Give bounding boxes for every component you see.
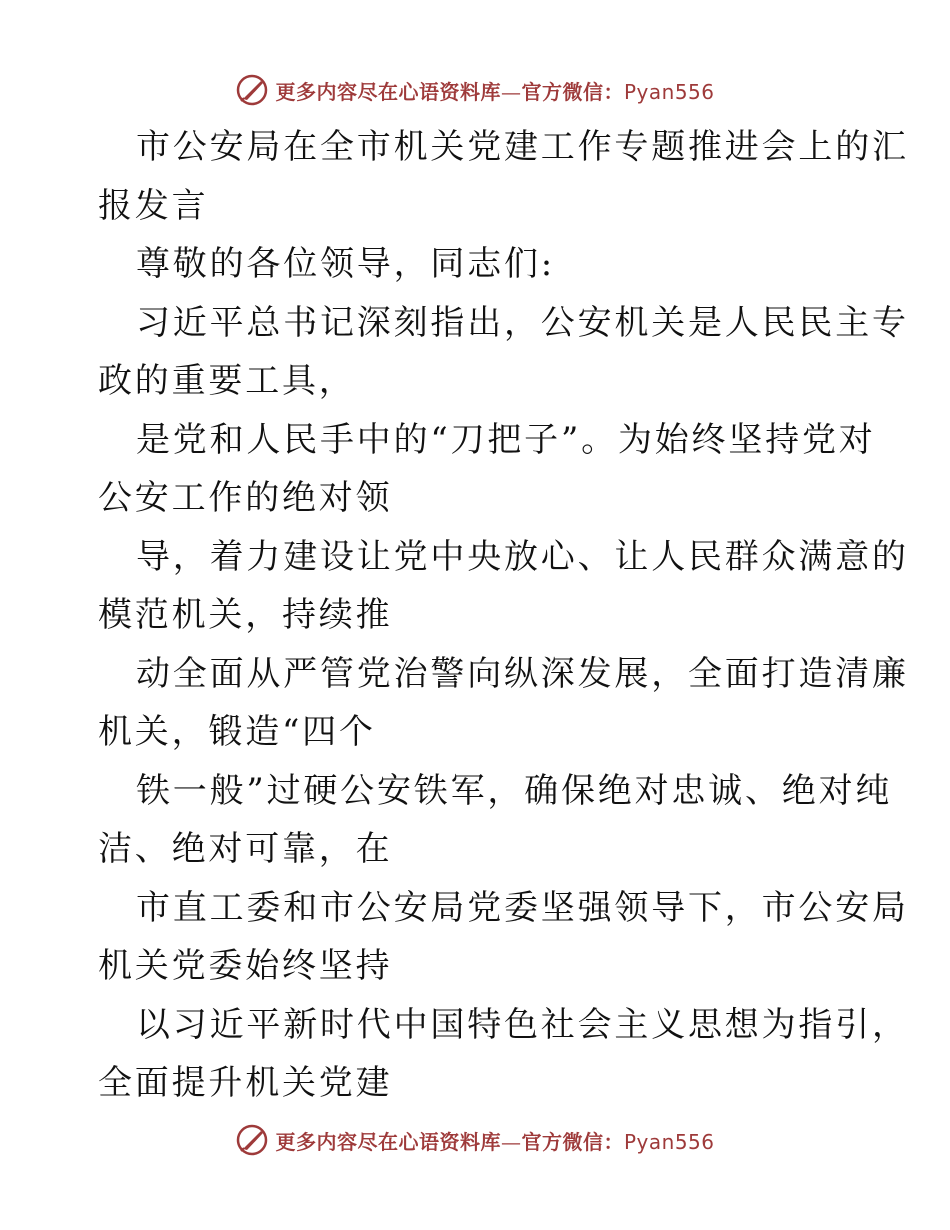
document-body	[98, 118, 909, 1113]
paragraph-line: 全面提升机关党建	[98, 1063, 393, 1103]
watermark-text: 更多内容尽在心语资料库	[275, 79, 501, 104]
paragraph-line: 机关党委始终坚持	[98, 946, 393, 986]
paragraph-line: 导，着力建设让党中央放心、让人民群众满意的	[136, 536, 909, 577]
header-watermark	[0, 70, 950, 110]
document-title-line: 报发言	[98, 185, 209, 226]
paragraph-line: 习近平总书记深刻指出，公安机关是人民民主专	[136, 302, 909, 343]
watermark-text: 更多内容尽在心语资料库	[275, 1129, 501, 1154]
watermark-separator: —	[500, 79, 522, 104]
document-title-line: 市公安局在全市机关党建工作专题推进会上的汇	[136, 127, 909, 167]
paragraph-line: 动全面从严管党治警向纵深发展，全面打造清廉	[136, 653, 909, 694]
paragraph-line: 机关，锻造“四个	[98, 712, 376, 752]
paragraph-line: 以习近平新时代中国特色社会主义思想为指引，	[136, 1004, 909, 1045]
footer-watermark	[0, 1120, 950, 1160]
watermark-wechat-id: Pyan556	[623, 1129, 715, 1154]
paragraph-line: 模范机关，持续推	[98, 595, 393, 635]
quill-pen-logo-icon	[235, 1123, 269, 1157]
quill-pen-logo-icon	[235, 73, 269, 107]
watermark-wechat-id: Pyan556	[623, 79, 715, 104]
paragraph-line: 公安工作的绝对领	[98, 478, 393, 518]
paragraph-line: 政的重要工具，	[98, 361, 356, 401]
watermark-wechat-label: 官方微信：	[521, 79, 624, 104]
paragraph-line: 是党和人民手中的“刀把子”。为始终坚持党对	[136, 419, 876, 460]
paragraph-line: 洁、绝对可靠，在	[98, 829, 393, 869]
watermark-separator: —	[500, 1129, 522, 1154]
salutation-line: 尊敬的各位领导，同志们:	[136, 244, 556, 284]
paragraph-line: 铁一般”过硬公安铁军，确保绝对忠诚、绝对纯	[136, 770, 893, 811]
paragraph-line: 市直工委和市公安局党委坚强领导下，市公安局	[136, 887, 909, 928]
watermark-wechat-label: 官方微信：	[521, 1129, 624, 1154]
